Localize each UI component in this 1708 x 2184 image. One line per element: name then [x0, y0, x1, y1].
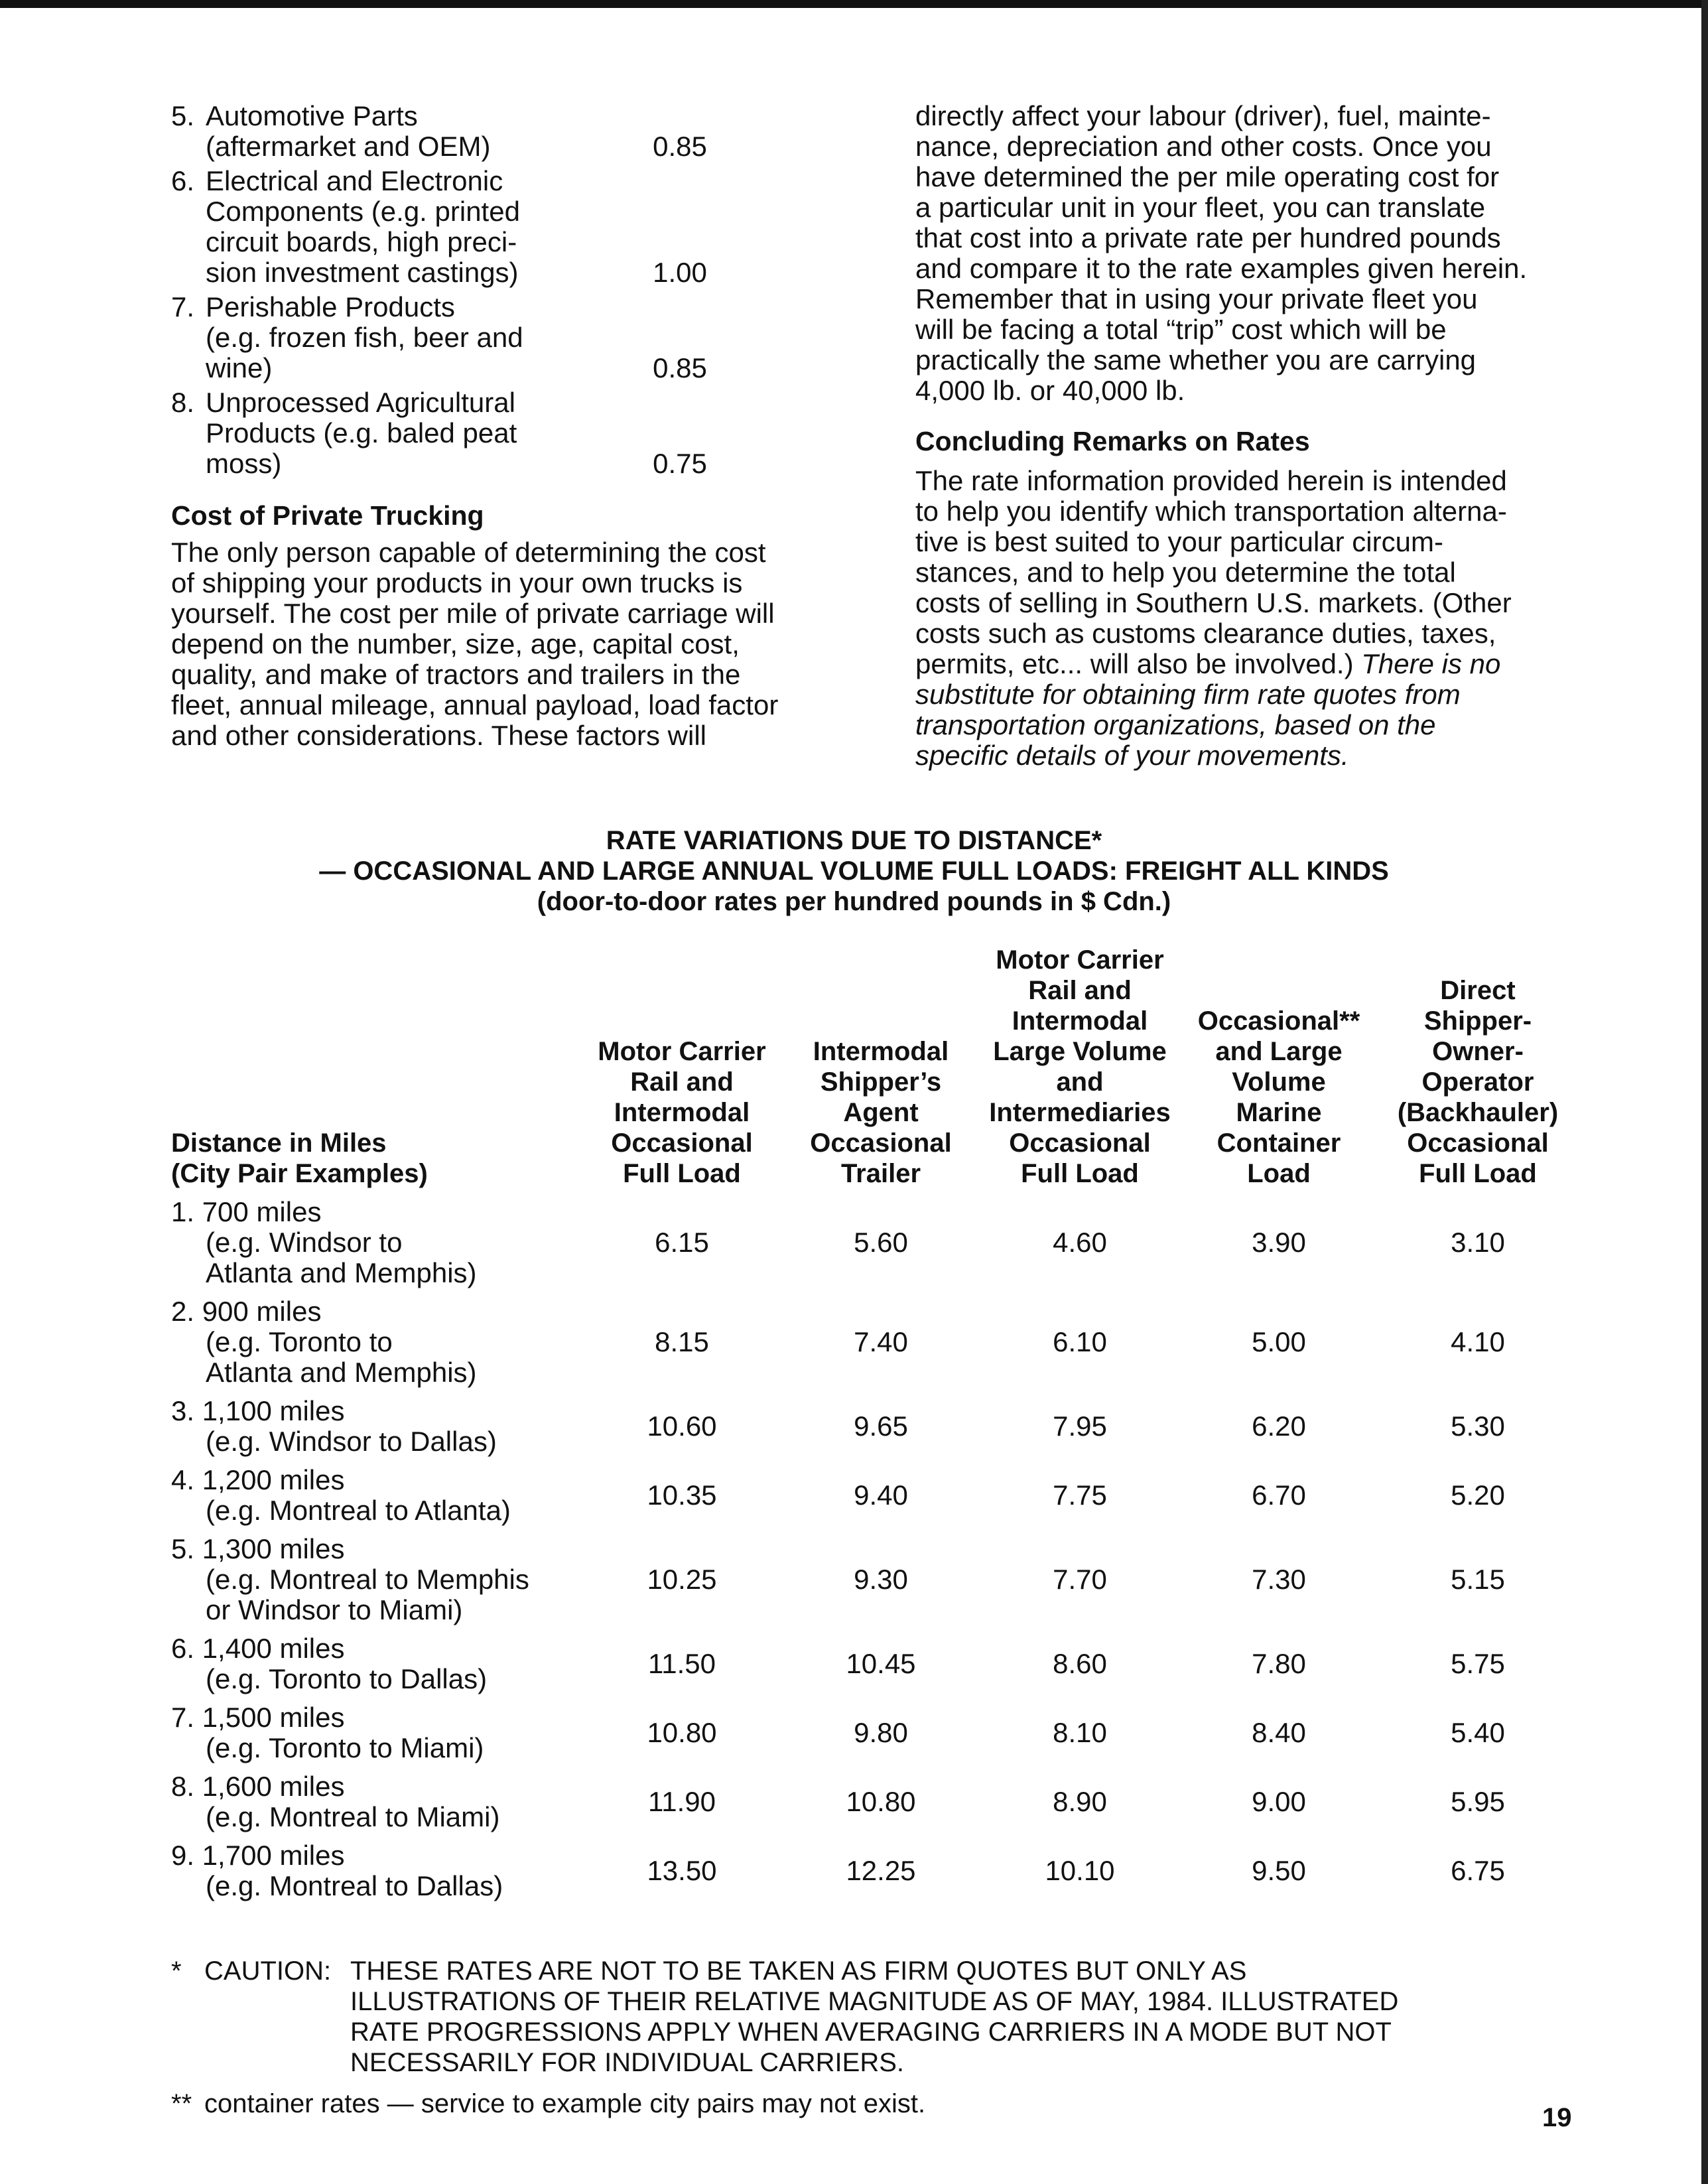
header-column-3: [980, 945, 1179, 1189]
header-line: Full Load: [1419, 1159, 1537, 1188]
header-line: Occasional: [1407, 1128, 1549, 1158]
paragraph-line-italic: specific details of your movements.: [915, 740, 1349, 771]
paragraph-line: stances, and to help you determine the total: [915, 557, 1456, 588]
paragraph-line: yourself. The cost per mile of private carriage will: [171, 598, 775, 629]
paragraph-line: directly affect your labour (driver), fuel, mainte-: [915, 100, 1491, 131]
section-heading-concluding-remarks: Concluding Remarks on Rates: [915, 426, 1310, 456]
city-pair-example: (e.g. Montreal to Miami): [206, 1801, 500, 1832]
commodity-line: Automotive Parts: [206, 100, 418, 131]
header-line: and Large: [1215, 1037, 1343, 1066]
commodity-factor: 0.75: [653, 448, 707, 479]
rate-cell-col-1: 10.35: [647, 1479, 717, 1511]
header-distance: [171, 1128, 582, 1189]
rate-cell-col-1: 10.80: [647, 1717, 717, 1748]
paragraph-line-italic: substitute for obtaining firm rate quotes from: [915, 679, 1461, 710]
paragraph-line: costs such as customs clearance duties, taxes,: [915, 618, 1496, 649]
commodity-line: (aftermarket and OEM): [206, 131, 491, 162]
rate-cell-col-1: 10.60: [647, 1410, 717, 1442]
header-line: Load: [1247, 1159, 1311, 1188]
commodity-line: Products (e.g. baled peat: [206, 417, 517, 448]
rate-cell-col-3: 7.70: [1053, 1564, 1107, 1595]
distance-line: [171, 1396, 582, 1426]
paragraph-line: of shipping your products in your own trucks is: [171, 567, 743, 598]
commodity-line: wine): [206, 352, 273, 383]
caution-line: THESE RATES ARE NOT TO BE TAKEN AS FIRM QUOTES BUT ONLY AS: [350, 1956, 1247, 1986]
city-pair-example: (e.g. Windsor to Dallas): [206, 1426, 497, 1457]
row-number: 1.: [171, 1196, 195, 1227]
paragraph-line: that cost into a private rate per hundred pounds: [915, 222, 1501, 253]
commodity-line: circuit boards, high preci-: [206, 226, 517, 257]
page-number: 19: [1542, 2103, 1572, 2132]
commodity-description: [206, 292, 577, 383]
paragraph-text: permits, etc... will also be involved.): [915, 648, 1354, 679]
rate-cell-col-4: 7.30: [1252, 1564, 1306, 1595]
commodity-line: Unprocessed Agricultural: [206, 387, 515, 418]
paragraph-line: will be facing a total “trip” cost which will be: [915, 314, 1447, 345]
table-title-line: (door-to-door rates per hundred pounds in $ Cdn.): [537, 887, 1171, 916]
table-title: [0, 825, 1708, 917]
commodity-item: [171, 292, 874, 383]
paragraph-line: a particular unit in your fleet, you can translate: [915, 192, 1486, 223]
rate-cell-col-3: 10.10: [1045, 1855, 1115, 1886]
rate-cell-col-2: 10.45: [846, 1648, 916, 1679]
header-column-5: [1378, 975, 1577, 1189]
rate-cell-col-3: 8.90: [1053, 1786, 1107, 1817]
row-number: 9.: [171, 1840, 195, 1871]
row-number: 6.: [171, 1633, 195, 1664]
city-pair-example: or Windsor to Miami): [206, 1594, 463, 1625]
rate-cell-col-4: 6.20: [1252, 1410, 1306, 1442]
paragraph-line: [915, 649, 1612, 679]
rate-cell-col-5: 5.15: [1451, 1564, 1505, 1595]
header-line: Distance in Miles: [171, 1128, 387, 1158]
commodity-line: Perishable Products: [206, 291, 455, 322]
rate-cell-col-3: 8.60: [1053, 1648, 1107, 1679]
paragraph-line: The only person capable of determining the cost: [171, 537, 766, 568]
rate-cell-col-5: 5.30: [1451, 1410, 1505, 1442]
table-row: [171, 1771, 1597, 1832]
paragraph-line: practically the same whether you are carrying: [915, 344, 1477, 375]
table-row: [171, 1840, 1597, 1901]
container-footnote: [171, 2088, 1597, 2119]
rate-cell-col-2: 12.25: [846, 1855, 916, 1886]
header-column-4: [1179, 1006, 1378, 1189]
header-line: and: [1056, 1067, 1104, 1097]
table-body: [171, 1197, 1597, 1901]
footnote-double-asterisk: **: [171, 2089, 192, 2118]
paragraph-line: have determined the per mile operating cost for: [915, 161, 1500, 192]
city-pair-example: (e.g. Windsor to: [206, 1227, 403, 1258]
distance-cell: [171, 1396, 582, 1457]
row-number: 4.: [171, 1464, 195, 1495]
rate-cell-col-4: 7.80: [1252, 1648, 1306, 1679]
row-number: 3.: [171, 1395, 195, 1426]
rate-cell-col-5: 5.20: [1451, 1479, 1505, 1511]
commodity-number: 5.: [171, 100, 195, 131]
header-line: Container: [1216, 1128, 1341, 1158]
rate-cell-col-2: 5.60: [854, 1227, 908, 1258]
table-row: [171, 1702, 1597, 1763]
commodity-item: [171, 387, 874, 479]
commodity-line: (e.g. frozen fish, beer and: [206, 322, 523, 353]
distance-cell: [171, 1534, 582, 1625]
commodity-line: Components (e.g. printed: [206, 196, 520, 227]
city-pair-example: (e.g. Montreal to Dallas): [206, 1870, 503, 1901]
rate-cell-col-4: 9.00: [1252, 1786, 1306, 1817]
caution-footnote: [171, 1956, 1597, 2078]
commodity-description: [206, 166, 577, 288]
header-line: Intermodal: [1012, 1006, 1148, 1036]
header-line: (City Pair Examples): [171, 1159, 428, 1188]
header-column-1: [582, 1036, 781, 1189]
rate-cell-col-5: 4.10: [1451, 1326, 1505, 1357]
rate-cell-col-2: 9.65: [854, 1410, 908, 1442]
commodity-description: [206, 387, 577, 479]
footnote-asterisk: *: [171, 1956, 182, 1986]
row-miles: 1,200 miles: [202, 1464, 345, 1495]
commodity-description: [206, 101, 577, 162]
city-pair-example: Atlanta and Memphis): [206, 1357, 477, 1388]
paragraph-text-italic: There is no: [1361, 648, 1501, 679]
header-column-2: [781, 1036, 980, 1189]
rate-cell-col-3: 4.60: [1053, 1227, 1107, 1258]
header-line: Operator: [1421, 1067, 1534, 1097]
distance-cell: [171, 1840, 582, 1901]
container-footnote-text: container rates — service to example city pairs may not exist.: [204, 2089, 926, 2118]
distance-line: [171, 1702, 582, 1733]
rate-cell-col-2: 9.30: [854, 1564, 908, 1595]
paragraph-line: The rate information provided herein is intended: [915, 465, 1507, 496]
commodity-number: 8.: [171, 387, 195, 418]
commodity-item: [171, 166, 874, 288]
header-line: Shipper-: [1423, 1006, 1532, 1036]
commodity-line: moss): [206, 448, 282, 479]
city-pair-example: Atlanta and Memphis): [206, 1257, 477, 1288]
paragraph-line: tive is best suited to your particular circum-: [915, 526, 1443, 557]
page-edge-right: [1701, 0, 1708, 2184]
city-pair-example: (e.g. Montreal to Atlanta): [206, 1495, 511, 1526]
caution-label: CAUTION:: [204, 1956, 332, 1986]
paragraph-line-italic: transportation organizations, based on the: [915, 709, 1436, 740]
distance-cell: [171, 1296, 582, 1388]
rate-cell-col-1: 6.15: [655, 1227, 709, 1258]
distance-line: [171, 1296, 582, 1327]
header-line: Direct: [1440, 976, 1516, 1005]
header-line: Rail and: [630, 1067, 734, 1097]
header-line: Occasional: [1009, 1128, 1151, 1158]
rate-cell-col-5: 6.75: [1451, 1855, 1505, 1886]
table-row: [171, 1197, 1597, 1288]
commodity-factor: 0.85: [653, 352, 707, 383]
table-title-line: RATE VARIATIONS DUE TO DISTANCE*: [606, 826, 1102, 855]
commodity-factor: 1.00: [653, 257, 707, 288]
header-line: Motor Carrier: [996, 945, 1164, 975]
rate-cell-col-1: 11.50: [648, 1648, 716, 1679]
caution-line: ILLUSTRATIONS OF THEIR RELATIVE MAGNITUDE AS OF MAY, 1984. ILLUSTRATED: [350, 1987, 1399, 2016]
left-column: [171, 101, 874, 751]
header-line: Rail and: [1028, 976, 1132, 1005]
rate-cell-col-2: 10.80: [846, 1786, 916, 1817]
header-line: Agent: [843, 1098, 919, 1127]
rate-cell-col-1: 10.25: [647, 1564, 717, 1595]
section-heading-private-trucking: Cost of Private Trucking: [171, 500, 484, 531]
header-line: Occasional**: [1197, 1006, 1360, 1036]
rate-cell-col-5: 3.10: [1451, 1227, 1505, 1258]
city-pair-example: (e.g. Toronto to: [206, 1326, 393, 1357]
private-trucking-paragraph: [171, 537, 874, 751]
commodity-item: [171, 101, 874, 162]
distance-cell: [171, 1771, 582, 1832]
row-number: 2.: [171, 1296, 195, 1327]
distance-cell: [171, 1702, 582, 1763]
operating-cost-paragraph: [915, 101, 1612, 406]
row-number: 5.: [171, 1533, 195, 1564]
distance-line: [171, 1633, 582, 1664]
rate-cell-col-2: 9.80: [854, 1717, 908, 1748]
header-line: Marine: [1236, 1098, 1322, 1127]
rate-cell-col-2: 9.40: [854, 1479, 908, 1511]
distance-cell: [171, 1197, 582, 1288]
row-miles: 1,500 miles: [202, 1702, 345, 1733]
header-line: Shipper’s: [820, 1067, 942, 1097]
caution-line: RATE PROGRESSIONS APPLY WHEN AVERAGING CARRIERS IN A MODE BUT NOT: [350, 2017, 1392, 2047]
distance-cell: [171, 1633, 582, 1694]
commodity-number: 6.: [171, 165, 195, 196]
rate-cell-col-5: 5.95: [1451, 1786, 1505, 1817]
paragraph-line: to help you identify which transportation alterna-: [915, 496, 1507, 527]
row-miles: 1,400 miles: [202, 1633, 345, 1664]
paragraph-line: costs of selling in Southern U.S. markets. (Other: [915, 587, 1512, 618]
page-edge-top: [0, 0, 1708, 8]
caution-text: [350, 1956, 1597, 2078]
rate-cell-col-4: 3.90: [1252, 1227, 1306, 1258]
rate-cell-col-4: 5.00: [1252, 1326, 1306, 1357]
header-line: Motor Carrier: [598, 1037, 766, 1066]
header-line: Volume: [1232, 1067, 1326, 1097]
header-line: (Backhauler): [1397, 1098, 1559, 1127]
header-line: Owner-: [1432, 1037, 1524, 1066]
rate-cell-col-3: 7.95: [1053, 1410, 1107, 1442]
paragraph-line: depend on the number, size, age, capital cost,: [171, 628, 740, 659]
paragraph-line: fleet, annual mileage, annual payload, load factor: [171, 689, 779, 720]
city-pair-example: (e.g. Toronto to Dallas): [206, 1663, 488, 1694]
distance-line: [171, 1465, 582, 1495]
concluding-remarks-paragraph: [915, 466, 1612, 771]
paragraph-line: and other considerations. These factors will: [171, 720, 706, 751]
rate-cell-col-2: 7.40: [854, 1326, 908, 1357]
rate-cell-col-5: 5.40: [1451, 1717, 1505, 1748]
header-line: Intermodal: [614, 1098, 750, 1127]
paragraph-line: nance, depreciation and other costs. Once you: [915, 131, 1492, 162]
rate-cell-col-3: 7.75: [1053, 1479, 1107, 1511]
rate-table: [171, 945, 1597, 1901]
table-row: [171, 1534, 1597, 1625]
header-line: Full Load: [1021, 1159, 1139, 1188]
commodity-number: 7.: [171, 291, 195, 322]
distance-line: [171, 1840, 582, 1871]
header-line: Large Volume: [993, 1037, 1167, 1066]
rate-cell-col-3: 8.10: [1053, 1717, 1107, 1748]
commodity-line: sion investment castings): [206, 257, 519, 288]
paragraph-line: Remember that in using your private fleet you: [915, 283, 1478, 314]
rate-cell-col-1: 11.90: [648, 1786, 716, 1817]
paragraph-line: quality, and make of tractors and trailers in the: [171, 659, 741, 690]
distance-line: [171, 1534, 582, 1564]
row-number: 7.: [171, 1702, 195, 1733]
city-pair-example: (e.g. Toronto to Miami): [206, 1732, 484, 1763]
header-line: Full Load: [623, 1159, 741, 1188]
rate-cell-col-5: 5.75: [1451, 1648, 1505, 1679]
table-title-line: — OCCASIONAL AND LARGE ANNUAL VOLUME FULL LOADS: FREIGHT ALL KINDS: [319, 856, 1389, 886]
header-line: Intermediaries: [989, 1098, 1171, 1127]
footnotes: [171, 1956, 1597, 2119]
row-miles: 1,300 miles: [202, 1533, 345, 1564]
header-line: Occasional: [810, 1128, 952, 1158]
header-line: Intermodal: [813, 1037, 949, 1066]
rate-cell-col-4: 6.70: [1252, 1479, 1306, 1511]
row-miles: 1,100 miles: [202, 1395, 345, 1426]
row-miles: 1,600 miles: [202, 1771, 345, 1802]
row-miles: 700 miles: [202, 1196, 322, 1227]
distance-line: [171, 1771, 582, 1802]
commodity-line: Electrical and Electronic: [206, 165, 503, 196]
table-row: [171, 1633, 1597, 1694]
rate-cell-col-4: 9.50: [1252, 1855, 1306, 1886]
table-row: [171, 1465, 1597, 1526]
distance-cell: [171, 1465, 582, 1526]
caution-line: NECESSARILY FOR INDIVIDUAL CARRIERS.: [350, 2048, 904, 2077]
city-pair-example: (e.g. Montreal to Memphis: [206, 1564, 529, 1595]
rate-cell-col-1: 8.15: [655, 1326, 709, 1357]
table-header: [171, 945, 1597, 1189]
paragraph-line: 4,000 lb. or 40,000 lb.: [915, 375, 1185, 406]
commodity-factor: 0.85: [653, 131, 707, 162]
table-row: [171, 1296, 1597, 1388]
rate-cell-col-4: 8.40: [1252, 1717, 1306, 1748]
paragraph-line: and compare it to the rate examples given herein.: [915, 253, 1528, 284]
row-miles: 900 miles: [202, 1296, 322, 1327]
right-column: [915, 101, 1612, 771]
row-miles: 1,700 miles: [202, 1840, 345, 1871]
table-row: [171, 1396, 1597, 1457]
distance-line: [171, 1197, 582, 1227]
commodity-list: [171, 101, 874, 479]
rate-cell-col-1: 13.50: [647, 1855, 717, 1886]
header-line: Trailer: [840, 1159, 921, 1188]
row-number: 8.: [171, 1771, 195, 1802]
header-line: Occasional: [611, 1128, 753, 1158]
rate-cell-col-3: 6.10: [1053, 1326, 1107, 1357]
